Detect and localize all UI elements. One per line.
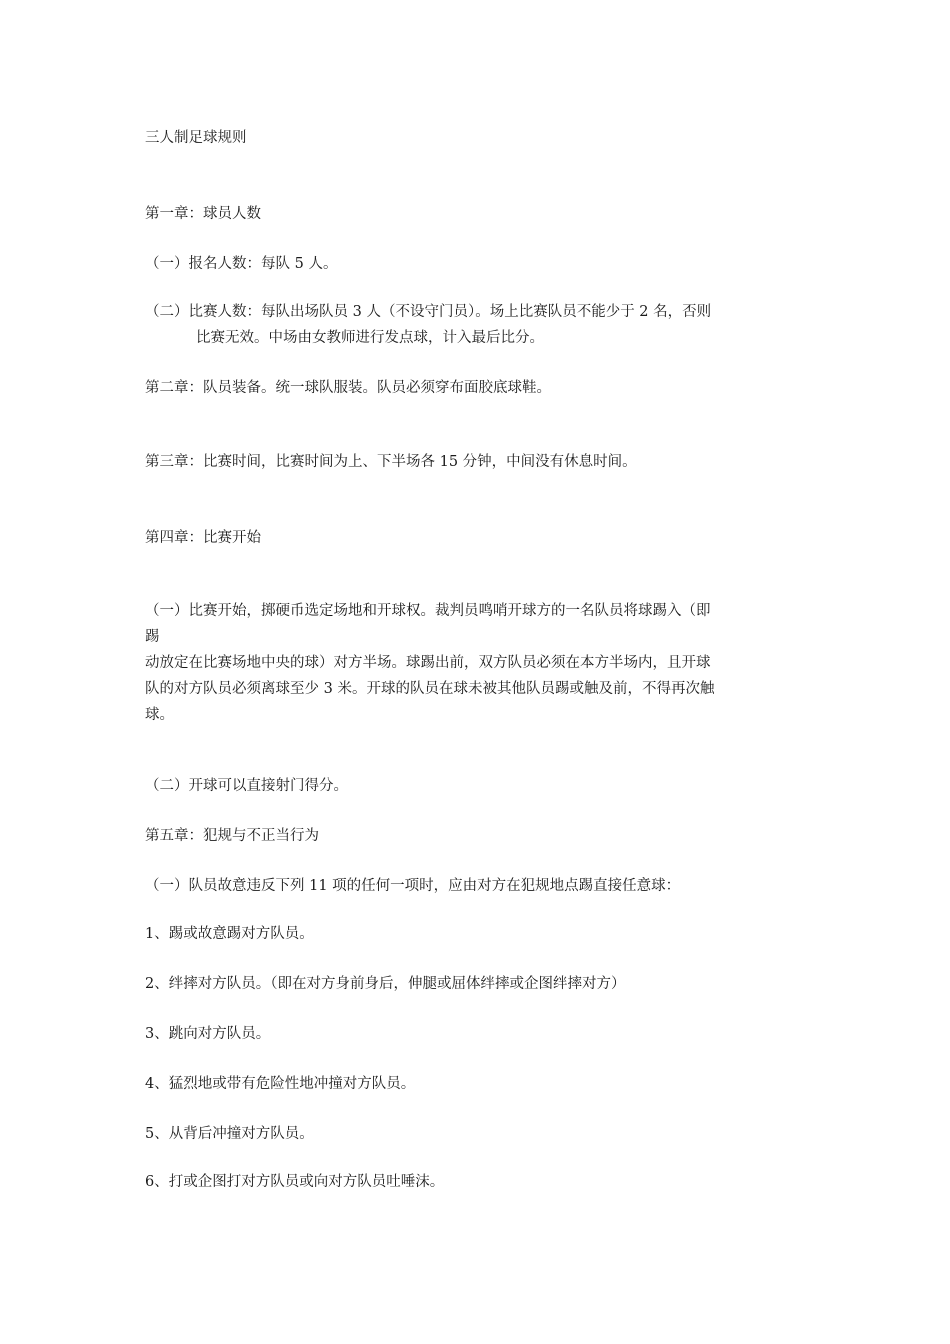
foul-item: 3、跳向对方队员。 xyxy=(145,1026,271,1042)
foul-item: 2、绊摔对方队员。（即在对方身前身后，伸腿或屈体绊摔或企图绊摔对方） xyxy=(145,976,626,992)
foul-item: 5、从背后冲撞对方队员。 xyxy=(145,1126,314,1142)
chapter-1-item-2-line-1: （二）比赛人数：每队出场队员 3 人（不设守门员）。场上比赛队员不能少于 2 名，否则 xyxy=(145,304,712,320)
chapter-4-heading: 第四章：比赛开始 xyxy=(145,530,261,546)
chapter-3-text: 第三章：比赛时间，比赛时间为上、下半场各 15 分钟，中间没有休息时间。 xyxy=(145,454,637,470)
chapter-4-item-1-line-3: 动放定在比赛场地中央的球）对方半场。球踢出前，双方队员必须在本方半场内，且开球 xyxy=(145,655,711,671)
chapter-2-text: 第二章：队员装备。统一球队服装。队员必须穿布面胶底球鞋。 xyxy=(145,380,551,396)
chapter-4-item-1-line-4: 队的对方队员必须离球至少 3 米。开球的队员在球未被其他队员踢或触及前，不得再次触 xyxy=(145,681,715,697)
chapter-4-item-2: （二）开球可以直接射门得分。 xyxy=(145,778,348,794)
chapter-1-heading: 第一章：球员人数 xyxy=(145,206,261,222)
chapter-4-item-1 xyxy=(145,598,809,728)
chapter-4-item-1-line-5: 球。 xyxy=(145,707,174,723)
foul-item: 4、猛烈地或带有危险性地冲撞对方队员。 xyxy=(145,1076,416,1092)
chapter-5-heading: 第五章：犯规与不正当行为 xyxy=(145,828,319,844)
foul-item: 1、踢或故意踢对方队员。 xyxy=(145,926,314,942)
chapter-1-item-2-line-2: 比赛无效。中场由女教师进行发点球，计入最后比分。 xyxy=(196,330,544,346)
chapter-4-item-1-line-1: （一）比赛开始，掷硬币选定场地和开球权。裁判员鸣哨开球方的一名队员将球踢入（即 xyxy=(145,603,711,619)
chapter-5-item-1: （一）队员故意违反下列 11 项的任何一项时，应由对方在犯规地点踢直接任意球： xyxy=(145,878,681,894)
chapter-1-item-1: （一）报名人数：每队 5 人。 xyxy=(145,256,338,272)
document-title: 三人制足球规则 xyxy=(145,130,247,146)
chapter-4-item-1-line-2: 踢 xyxy=(145,629,160,645)
foul-item: 6、打或企图打对方队员或向对方队员吐唾沫。 xyxy=(145,1174,445,1190)
